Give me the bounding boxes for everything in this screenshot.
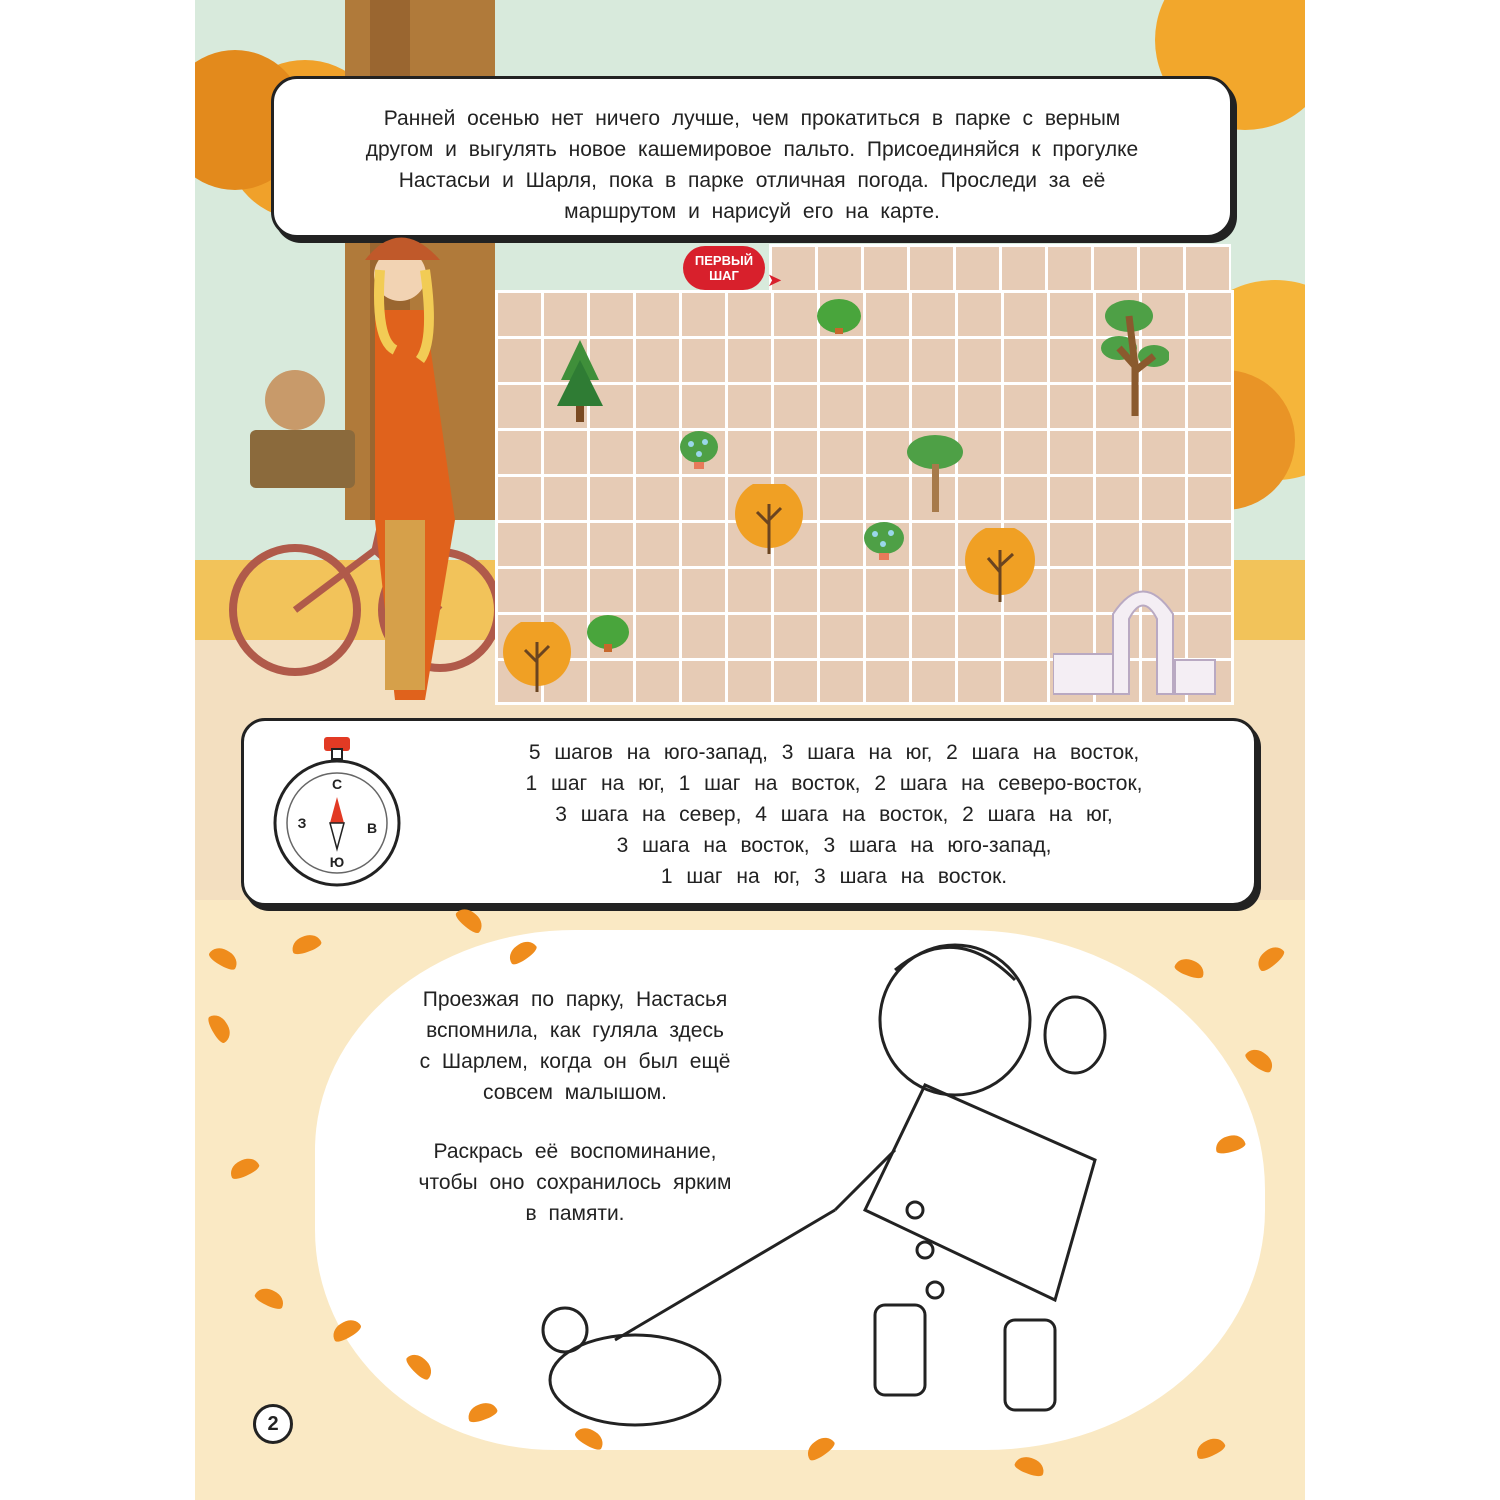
intro-line: другом и выгулять новое кашемировое пальто. Присоединяйся к прогулке <box>365 138 1139 161</box>
compass-west-label: З <box>297 815 307 831</box>
page-number: 2 <box>253 1404 293 1444</box>
flower-bush-icon <box>863 520 905 562</box>
bush-icon <box>815 296 863 336</box>
memory-line: Проезжая по парку, Настасья <box>422 988 728 1011</box>
coloring-task-line: чтобы оно сохранилось ярким <box>418 1171 732 1194</box>
memory-line: совсем малышом. <box>482 1081 668 1104</box>
intro-text <box>284 103 1220 227</box>
intro-line: Настасьи и Шарля, пока в парке отличная погода. Проследи за её <box>398 169 1106 192</box>
girl-on-bicycle-illustration <box>225 220 515 720</box>
memory-line: вспомнила, как гуляла здесь <box>426 1019 724 1042</box>
coloring-task-line: Раскрась её воспоминание, <box>433 1140 717 1163</box>
route-line: 3 шага на восток, 3 шага на юго-запад, <box>616 834 1052 857</box>
route-line: 1 шаг на юг, 1 шаг на восток, 2 шага на северо-восток, <box>525 772 1143 795</box>
intro-line: Ранней осенью нет ничего лучше, чем прокатиться в парке с верным <box>383 107 1121 130</box>
first-step-text-line1: ПЕРВЫЙ <box>694 253 754 268</box>
compass-north-label: С <box>331 776 343 792</box>
fir-tree-icon <box>557 340 603 424</box>
girl-walking-puppy-outline <box>535 910 1255 1470</box>
route-instructions-text <box>424 737 1244 892</box>
autumn-tree-icon <box>733 484 805 556</box>
route-line: 1 шаг на юг, 3 шага на восток. <box>660 865 1008 888</box>
first-step-text-line2: ШАГ <box>709 268 739 283</box>
flower-bush-icon <box>679 430 719 470</box>
first-step-arrow-icon: ➤ <box>767 270 783 290</box>
bush-icon <box>585 612 631 654</box>
compass-icon <box>262 737 402 887</box>
compass-south-label: Ю <box>329 854 345 870</box>
green-tree-icon <box>905 434 965 514</box>
compass-east-label: В <box>366 820 378 836</box>
autumn-tree-icon <box>501 622 573 694</box>
intro-line: маршрутом и нарисуй его на карте. <box>564 200 940 223</box>
intro-speech-bubble <box>271 76 1233 238</box>
coloring-task-line: в памяти. <box>525 1202 625 1225</box>
book-page <box>195 0 1305 1500</box>
route-line: 3 шага на север, 4 шага на восток, 2 шага на юг, <box>555 803 1113 826</box>
green-tree-icon <box>1099 296 1169 420</box>
memory-line: с Шарлем, когда он был ещё <box>419 1050 731 1073</box>
autumn-tree-icon <box>963 528 1037 602</box>
first-step-label <box>683 246 765 290</box>
route-instructions-bubble <box>241 718 1257 906</box>
map-grid-top-row <box>769 244 1231 293</box>
stone-arch-icon <box>1053 574 1221 698</box>
route-line: 5 шагов на юго-запад, 3 шага на юг, 2 шага на восток, <box>528 741 1140 764</box>
